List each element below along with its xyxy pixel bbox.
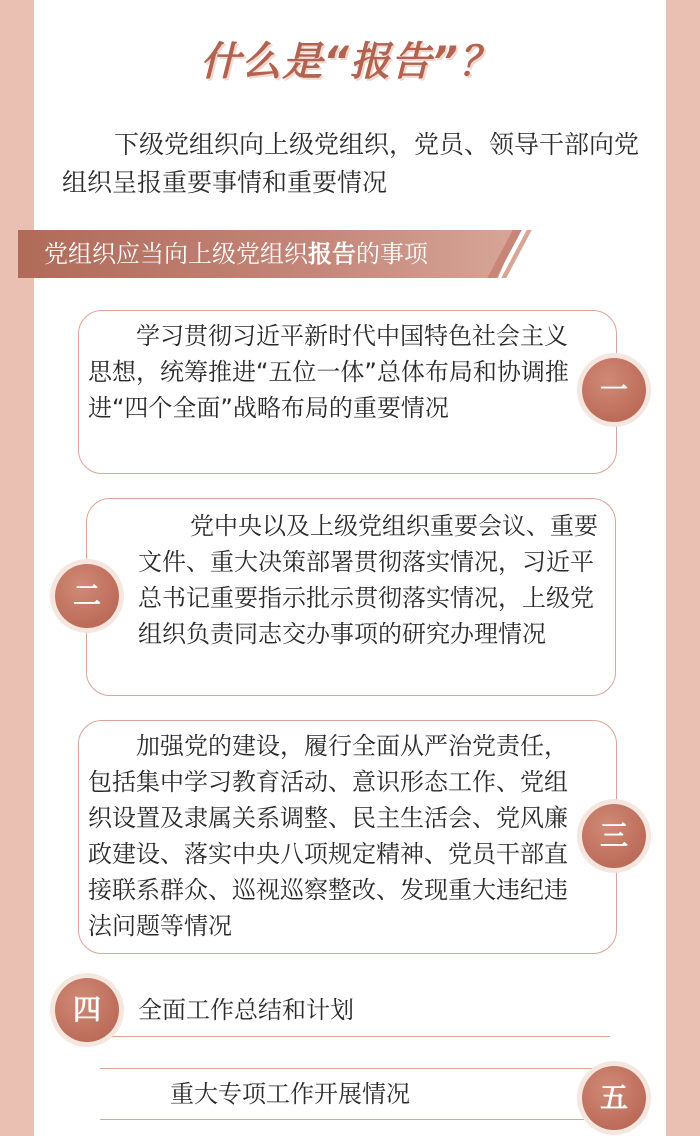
page-title: 什么是“报告”？ <box>200 39 500 85</box>
item-text: 全面工作总结和计划 <box>138 996 354 1024</box>
item-number-badge: 一 <box>582 358 646 422</box>
banner-prefix: 党组织应当向上级党组织 <box>44 240 308 268</box>
section-banner-title <box>44 230 428 278</box>
item-text: 加强党的建设，履行全面从严治党责任，包括集中学习教育活动、意识形态工作、党组织设置及隶属关系调整、民主生活会、党风廉政建设、落实中央八项规定精神、党员干部直接联系群众、巡视巡察整改、发现重大违纪违法问题等情况 <box>88 732 568 940</box>
definition-text: 下级党组织向上级党组织，党员、领导干部向党组织呈报重要事情和重要情况 <box>62 130 640 197</box>
banner-bold: 报告 <box>308 240 356 268</box>
banner-suffix: 的事项 <box>356 240 428 268</box>
item-number-badge: 三 <box>582 804 646 868</box>
item-number-badge: 四 <box>55 978 119 1042</box>
item-text: 学习贯彻习近平新时代中国特色社会主义思想，统筹推进“五位一体”总体布局和协调推进“四个全面”战略布局的重要情况 <box>88 322 569 422</box>
item-text: 党中央以及上级党组织重要会议、重要文件、重大决策部署贯彻落实情况，习近平总书记重要指示批示贯彻落实情况，上级党组织负责同志交办事项的研究办理情况 <box>138 512 598 648</box>
item-number-badge: 二 <box>55 564 119 628</box>
item-number-badge: 五 <box>582 1066 646 1130</box>
item-text: 重大专项工作开展情况 <box>170 1080 410 1108</box>
